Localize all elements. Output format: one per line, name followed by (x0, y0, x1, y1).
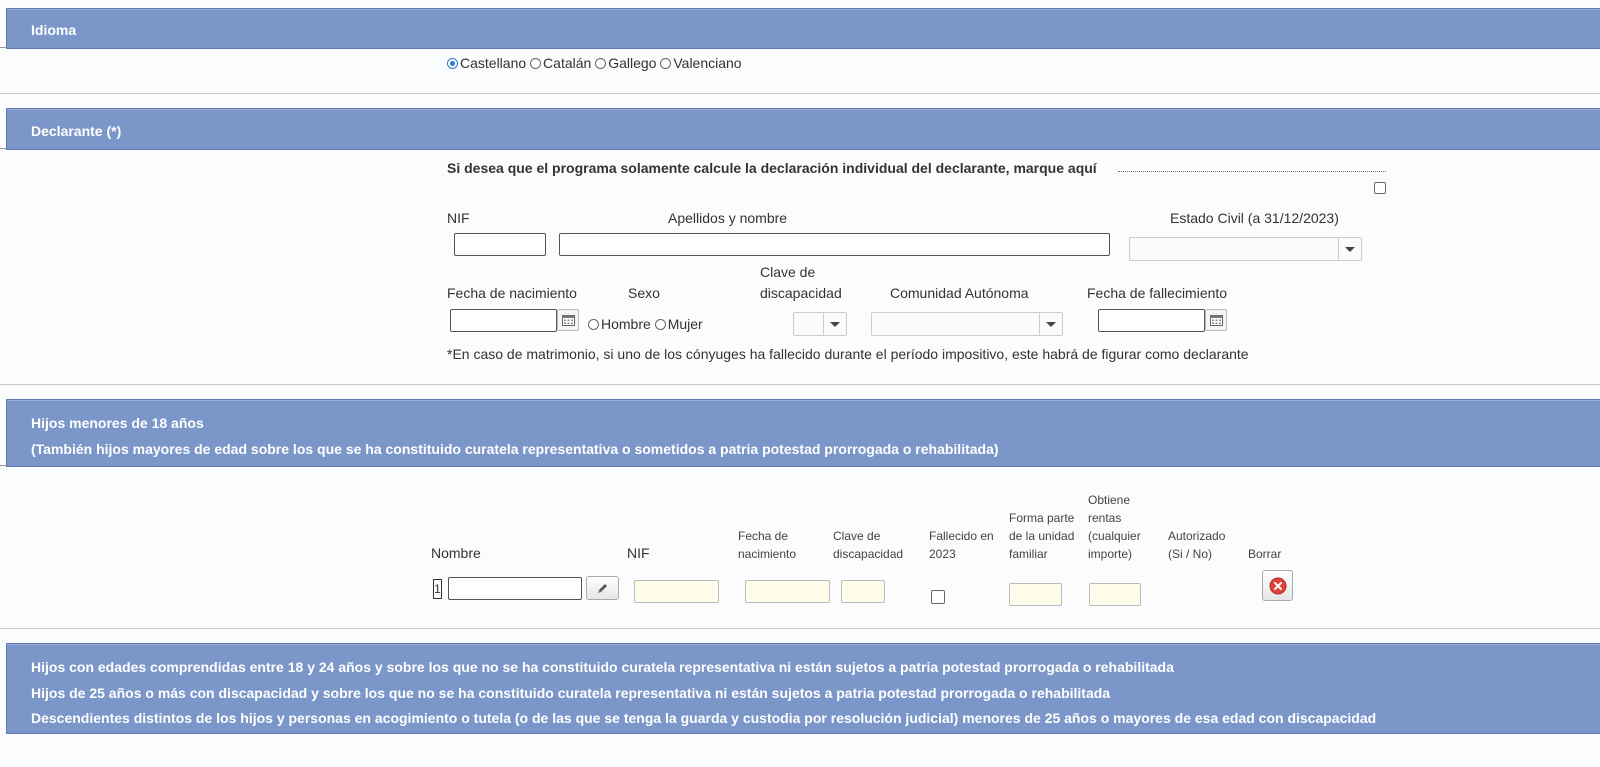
declarante-section-header (6, 108, 1600, 150)
col-discapacidad-label: Clave de discapacidad (833, 529, 904, 561)
col-rentas-label: Obtiene rentas (cualquier importe) (1088, 493, 1141, 561)
estado-civil-label: Estado Civil (a 31/12/2023) (1170, 210, 1339, 226)
nombre-label: Apellidos y nombre (668, 210, 788, 226)
radio-checked-icon[interactable] (447, 58, 458, 69)
radio-icon[interactable] (530, 58, 541, 69)
chevron-down-icon[interactable] (823, 313, 846, 335)
hijo-nombre-input[interactable] (448, 577, 582, 600)
hijos-header-line1: Hijos menores de 18 años (31, 415, 204, 431)
otros-header-line3: Descendientes distintos de los hijos y personas en acogimiento o tutela (o de las que se tenga la guarda y custodia por resolución judicial) menores de 25 años o mayores de esa edad con discapacidad (31, 710, 1377, 726)
col-fecha-label: Fecha de nacimiento (738, 529, 797, 561)
nif-label: NIF (447, 210, 470, 226)
hijos-header-line2: (También hijos mayores de edad sobre los que se ha constituido curatela representativa o sometidos a patria potestad prorrogada o rehabilitada) (31, 441, 999, 457)
divider (0, 465, 6, 466)
sexo-option-hombre[interactable]: Hombre (588, 316, 651, 332)
idioma-section-header (6, 8, 1600, 49)
idioma-option-castellano[interactable]: Castellano (447, 55, 526, 71)
calendar-icon[interactable] (1205, 309, 1227, 331)
divider (0, 148, 6, 149)
divider (0, 47, 6, 48)
estado-civil-select[interactable] (1129, 237, 1362, 261)
hijo-fecha-input[interactable] (745, 580, 830, 603)
section-divider (0, 628, 1600, 629)
col-fallecido-label: Fallecido en 2023 (929, 529, 994, 561)
comunidad-label: Comunidad Autónoma (890, 285, 1029, 301)
section-divider (0, 384, 1600, 385)
edit-button[interactable] (586, 576, 619, 600)
declarante-note: *En caso de matrimonio, si uno de los cónyuges ha fallecido durante el período impositivo, este habrá de figurar como declarante (447, 346, 1249, 362)
delete-button[interactable] (1262, 570, 1293, 601)
hijos-section-header (6, 399, 1600, 467)
hijo-discapacidad-input[interactable] (841, 580, 885, 603)
idioma-radio-group (447, 55, 742, 71)
col-forma-parte-label: Forma parte de la unidad familiar (1009, 511, 1075, 561)
otros-header-line2: Hijos de 25 años o más con discapacidad y sobre los que no se ha constituido curatela representativa ni están sujetos a patria potestad prorrogada o rehabilitada (31, 685, 1111, 701)
sexo-label: Sexo (628, 285, 660, 301)
radio-icon[interactable] (595, 58, 606, 69)
idioma-option-valenciano[interactable]: Valenciano (660, 55, 741, 71)
col-nombre-label: Nombre (431, 545, 481, 561)
chevron-down-icon[interactable] (1039, 313, 1062, 335)
row-number: 1 (433, 579, 442, 599)
calendar-icon[interactable] (557, 309, 579, 331)
discapacidad-select[interactable] (793, 312, 847, 336)
discapacidad-label-line1: Clave de (760, 264, 816, 280)
chevron-down-icon[interactable] (1338, 238, 1361, 260)
radio-icon[interactable] (660, 58, 671, 69)
radio-icon[interactable] (588, 319, 599, 330)
sexo-radio-group (588, 316, 703, 332)
delete-icon (1269, 577, 1287, 595)
fecha-nacimiento-input[interactable] (450, 309, 557, 332)
pencil-icon (596, 582, 609, 595)
hijo-nif-input[interactable] (634, 580, 719, 603)
fecha-fallecimiento-label: Fecha de fallecimiento (1087, 285, 1228, 301)
fecha-nacimiento-label: Fecha de nacimiento (447, 285, 577, 301)
hijo-fallecido-checkbox[interactable] (931, 590, 945, 604)
sexo-option-mujer[interactable]: Mujer (655, 316, 703, 332)
col-nif-label: NIF (627, 545, 650, 561)
hijo-rentas-input[interactable] (1089, 583, 1141, 606)
idioma-option-gallego[interactable]: Gallego (595, 55, 656, 71)
otros-section-header (6, 643, 1600, 734)
dotted-leader (1118, 170, 1386, 172)
radio-icon[interactable] (655, 319, 666, 330)
discapacidad-label-line2: discapacidad (760, 285, 842, 301)
col-borrar-label: Borrar (1248, 547, 1282, 561)
nif-input[interactable] (454, 233, 546, 256)
section-divider (0, 93, 1600, 94)
fecha-fallecimiento-input[interactable] (1098, 309, 1205, 332)
nombre-input[interactable] (559, 233, 1110, 256)
idioma-header-title: Idioma (31, 22, 77, 38)
col-autorizado-label: Autorizado (Si / No) (1168, 529, 1226, 561)
individual-declaration-checkbox[interactable] (1374, 182, 1386, 194)
hijo-forma-parte-input[interactable] (1009, 583, 1062, 606)
declarante-header-title: Declarante (*) (31, 123, 122, 139)
otros-header-line1: Hijos con edades comprendidas entre 18 y 24 años y sobre los que no se ha constituido curatela representativa ni están sujetos a patria potestad prorrogada o rehabilitada (31, 659, 1174, 675)
idioma-option-catalan[interactable]: Catalán (530, 55, 591, 71)
individual-declaration-prompt: Si desea que el programa solamente calcule la declaración individual del declarante, marque aquí (447, 160, 1097, 176)
comunidad-select[interactable] (871, 312, 1063, 336)
